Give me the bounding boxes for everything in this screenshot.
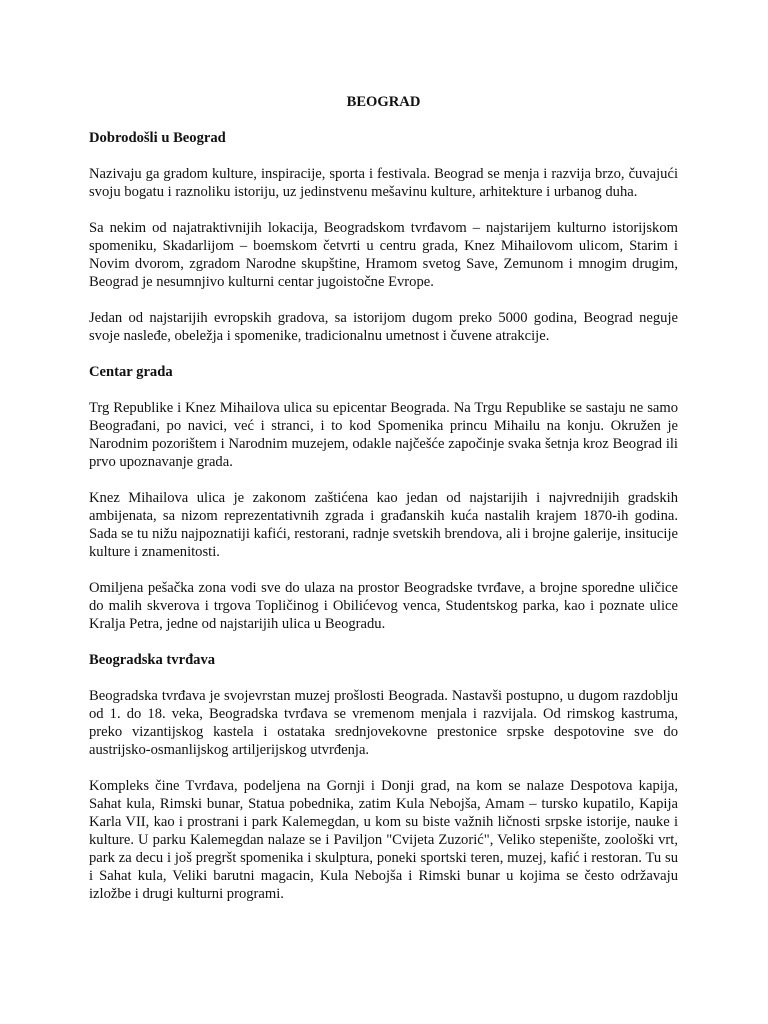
section-city-center xyxy=(89,363,678,633)
document-title: BEOGRAD xyxy=(346,94,421,110)
section-fortress xyxy=(89,651,678,903)
section-heading-city-center: Centar grada xyxy=(89,364,173,380)
section-heading-fortress: Beogradska tvrđava xyxy=(89,652,216,668)
paragraph: Knez Mihailova ulica je zakonom zaštićena kao jedan od najstarijih i najvrednijih gradskih ambijenata, sa nizom reprezentativnih zgrada i građanskih kuća nastalih krajem 1870-ih godina. Sada se tu nižu najpoznatiji kafići, restorani, radnje svetskih brendova, ali i brojne galerije, insitucije kulture i znamenitosti. xyxy=(89,490,678,560)
paragraph: Sa nekim od najatraktivnijih lokacija, Beogradskom tvrđavom – najstarijem kulturno istorijskom spomeniku, Skadarlijom – boemskom četvrti u centru grada, Knez Mihailovom ulicom, Starim i Novim dvorom, zgradom Narodne skupštine, Hramom svetog Save, Zemunom i mnogim drugim, Beograd je nesumnjivo kulturni centar jugoistočne Evrope. xyxy=(89,220,678,290)
paragraph: Jedan od najstarijih evropskih gradova, sa istorijom dugom preko 5000 godina, Beograd neguje svoje nasleđe, obeležja i spomenike, tradicionalnu umetnost i čuvene atrakcije. xyxy=(89,310,678,344)
paragraph: Nazivaju ga gradom kulture, inspiracije, sporta i festivala. Beograd se menja i razvija brzo, čuvajući svoju bogatu i raznoliku istoriju, uz jedinstvenu mešavinu kulture, arhitekture i urbanog duha. xyxy=(89,166,678,200)
paragraph: Omiljena pešačka zona vodi sve do ulaza na prostor Beogradske tvrđave, a brojne sporedne uličice do malih skverova i trgova Topličinog i Obilićevog venca, Studentskog parka, kao i poznate ulice Kralja Petra, jedne od najstarijih ulica u Beogradu. xyxy=(89,580,678,632)
section-heading-welcome: Dobrodošli u Beograd xyxy=(89,130,226,146)
paragraph: Trg Republike i Knez Mihailova ulica su epicentar Beograda. Na Trgu Republike se sastaju ne samo Beograđani, po navici, već i stranci, i to kod Spomenika princu Mihailu na konju. Okružen je Narodnim pozorištem i Narodnim muzejem, odakle najčešće započinje svaka šetnja kroz Beograd ili prvo upoznavanje grada. xyxy=(89,400,678,470)
section-welcome xyxy=(89,129,678,345)
paragraph: Beogradska tvrđava je svojevrstan muzej prošlosti Beograda. Nastavši postupno, u dugom razdoblju od 1. do 18. veka, Beogradska tvrđava se vremenom menjala i razvijala. Od rimskog kastruma, preko vizantijskog kastela i ostataka srednjovekovne prestonice srpske despotovine sve do austrijsko-osmanlijskog artiljerijskog utvrđenja. xyxy=(89,688,678,758)
paragraph: Kompleks čine Tvrđava, podeljena na Gornji i Donji grad, na kom se nalaze Despotova kapija, Sahat kula, Rimski bunar, Statua pobednika, zatim Kula Nebojša, Amam – tursko kupatilo, Kapija Karla VII, kao i prostrani i park Kalemegdan, u kom su biste važnih ličnosti srpske istorije, nauke i kulture. U parku Kalemegdan nalaze se i Paviljon "Cvijeta Zuzorić", Veliko stepenište, zoološki vrt, park za decu i još pregršt spomenika i skulptura, poneki sportski teren, muzej, kafić i restoran. Tu su i Sahat kula, Veliki barutni magacin, Kula Nebojša i Rimski bunar u kojima se često održavaju izložbe i drugi kulturni programi. xyxy=(89,778,678,902)
document-page xyxy=(89,93,678,903)
